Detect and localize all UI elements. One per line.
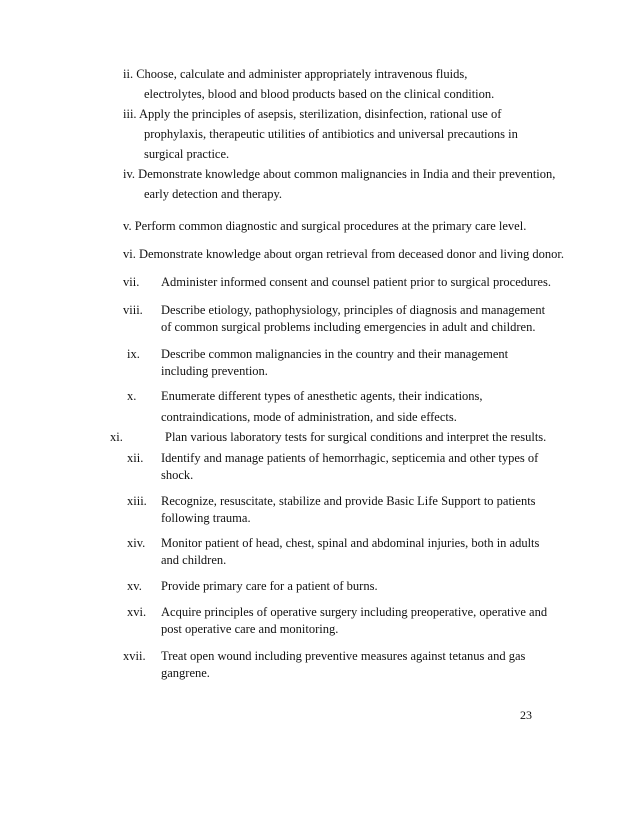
item-xiii-numeral: xiii.	[127, 494, 147, 508]
item-xii-numeral: xii.	[127, 451, 144, 465]
item-xvi-line-2: post operative care and monitoring.	[161, 622, 339, 636]
page-number: 23	[520, 708, 532, 722]
item-viii-line-1: Describe etiology, pathophysiology, principles of diagnosis and management	[161, 303, 546, 317]
item-xii-line-1: Identify and manage patients of hemorrhagic, septicemia and other types of	[161, 451, 539, 465]
item-ix-numeral: ix.	[127, 347, 140, 361]
item-xiv-numeral: xiv.	[127, 536, 146, 550]
item-ix-line-2: including prevention.	[161, 364, 268, 378]
item-x-line-1: Enumerate different types of anesthetic agents, their indications,	[161, 389, 483, 403]
item-vi-line-1: vi. Demonstrate knowledge about organ retrieval from deceased donor and living donor.	[123, 247, 564, 261]
item-vii-numeral: vii.	[123, 275, 140, 289]
item-xvi-line-1: Acquire principles of operative surgery including preoperative, operative and	[161, 605, 548, 619]
item-vii-line-1: Administer informed consent and counsel patient prior to surgical procedures.	[161, 275, 551, 289]
item-iii-line-2: prophylaxis, therapeutic utilities of antibiotics and universal precautions in	[144, 127, 518, 141]
item-iv-line-1: iv. Demonstrate knowledge about common malignancies in India and their prevention,	[123, 167, 556, 181]
item-xi-numeral: xi.	[110, 430, 123, 444]
item-ii-line-2: electrolytes, blood and blood products based on the clinical condition.	[144, 87, 495, 101]
item-xvii-numeral: xvii.	[123, 649, 146, 663]
item-xvii-line-1: Treat open wound including preventive measures against tetanus and gas	[161, 649, 526, 663]
item-iv-line-2: early detection and therapy.	[144, 187, 283, 201]
item-xiii-line-2: following trauma.	[161, 511, 251, 525]
item-viii-line-2: of common surgical problems including emergencies in adult and children.	[161, 320, 536, 334]
item-xv-line-1: Provide primary care for a patient of burns.	[161, 579, 378, 593]
item-x-numeral: x.	[127, 389, 137, 403]
item-xiii-line-1: Recognize, resuscitate, stabilize and provide Basic Life Support to patients	[161, 494, 536, 508]
item-iii-line-1: iii. Apply the principles of asepsis, sterilization, disinfection, rational use of	[123, 107, 502, 121]
item-xiv-line-1: Monitor patient of head, chest, spinal and abdominal injuries, both in adults	[161, 536, 540, 550]
item-xii-line-2: shock.	[161, 468, 194, 482]
item-ix-line-1: Describe common malignancies in the country and their management	[161, 347, 509, 361]
item-xv-numeral: xv.	[127, 579, 142, 593]
item-iii-line-3: surgical practice.	[144, 147, 230, 161]
item-viii-numeral: viii.	[123, 303, 143, 317]
item-v-line-1: v. Perform common diagnostic and surgical procedures at the primary care level.	[123, 219, 527, 233]
item-x-line-2: contraindications, mode of administration, and side effects.	[161, 410, 457, 424]
item-xi-line-1: Plan various laboratory tests for surgical conditions and interpret the results.	[165, 430, 547, 444]
item-xvii-line-2: gangrene.	[161, 666, 210, 680]
item-ii-line-1: ii. Choose, calculate and administer appropriately intravenous fluids,	[123, 67, 468, 81]
item-xvi-numeral: xvi.	[127, 605, 147, 619]
item-xiv-line-2: and children.	[161, 553, 227, 567]
